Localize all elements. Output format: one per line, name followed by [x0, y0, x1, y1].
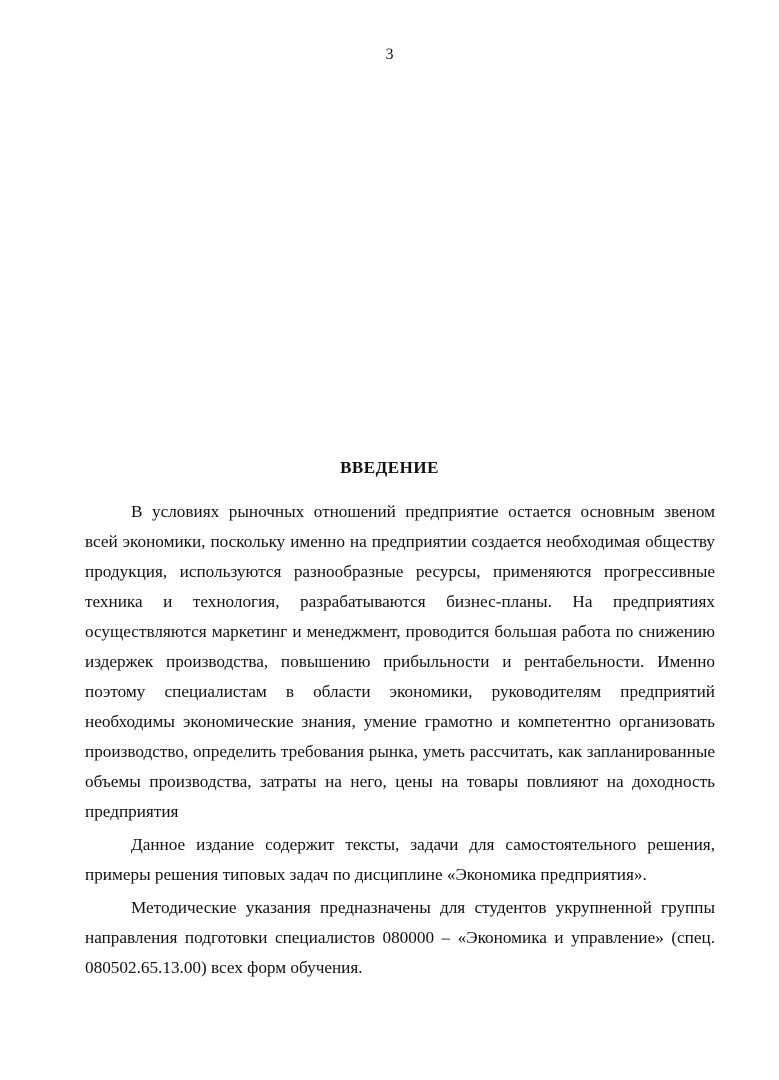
- section-title: ВВЕДЕНИЕ: [340, 458, 439, 477]
- page-number: 3: [385, 46, 394, 63]
- paragraph-contents: Данное издание содержит тексты, задачи для самостоятельного решения, примеры решения типовых задач по дисциплине «Экономика предприятия».: [85, 835, 715, 884]
- paragraph-intro: В условиях рыночных отношений предприятие остается основным звеном всей экономики, поскольку именно на предприятии создается необходимая обществу продукция, используются разнообразные ресурсы, применяются прогрессивные техника и технология, разрабатываются бизнес-планы. На предприятиях осуществляются маркетинг и менеджмент, проводится большая работа по снижению издержек производства, повышению прибыльности и рентабельности. Именно поэтому специалистам в области экономики, руководителям предприятий необходимы экономические знания, умение грамотно и компетентно организовать производство, определить требования рынка, уметь рассчитать, как запланированные объемы производства, затраты на него, цены на товары повлияют на доходность предприятия: [85, 502, 715, 821]
- body-text: [85, 497, 715, 983]
- paragraph-audience: Методические указания предназначены для студентов укрупненной группы направления подготовки специалистов 080000 – «Экономика и управление» (спец. 080502.65.13.00) всех форм обучения.: [85, 898, 715, 977]
